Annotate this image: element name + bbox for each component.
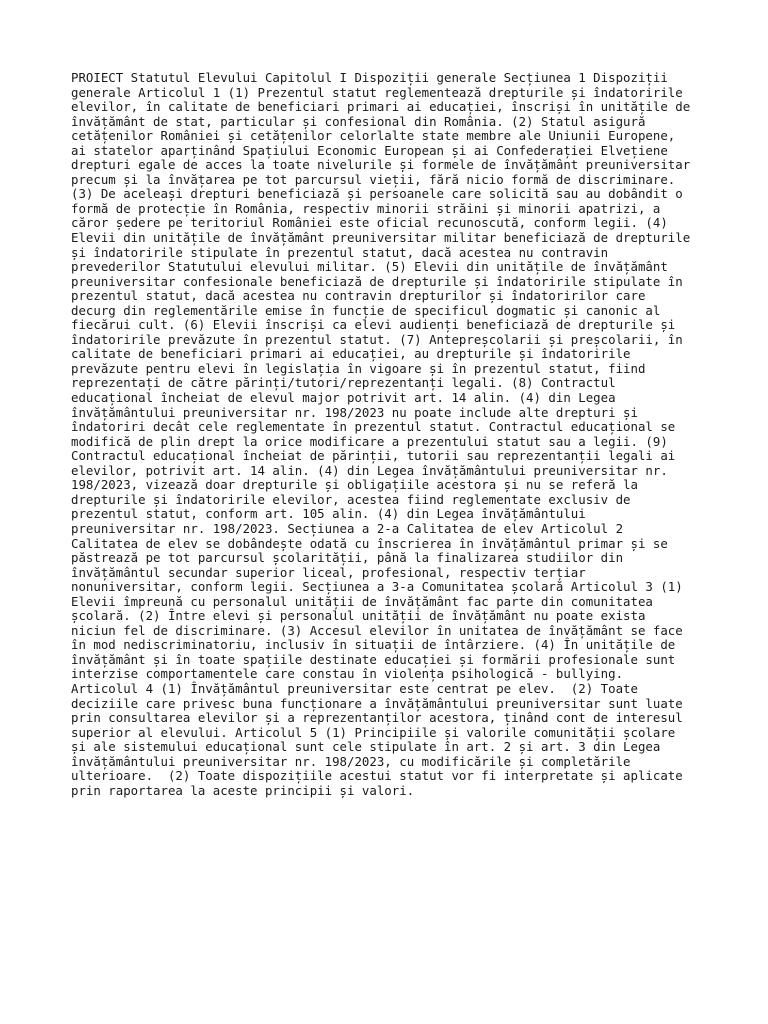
text-line: și îndatoririle stipulate în prezentul statut, dacă acestea nu contravin bbox=[71, 244, 609, 260]
text-line: drepturile și îndatoririle elevilor, acestea fiind reglementate exclusiv de bbox=[71, 491, 631, 507]
text-line: învățământului preuniversitar nr. 198/2023 nu poate include alte drepturi și bbox=[71, 404, 638, 420]
text-line: îndatoriri decât cele reglementate în prezentul statut. Contractul educațional se bbox=[71, 419, 676, 435]
text-line: prin consultarea elevilor și a reprezentanților acestora, ținând cont de interesul bbox=[71, 710, 683, 726]
text-line: învățământ și în toate spațiile destinate educației și formării profesionale sunt bbox=[71, 651, 676, 667]
text-line: școlară. (2) Între elevi și personalul unității de învățământ nu poate exista bbox=[71, 608, 646, 624]
text-line: nonuniversitar, conform legii. Secțiunea a 3-a Comunitatea școlară Articolul 3 (1) bbox=[71, 579, 683, 595]
text-line: prevederilor Statutului elevului militar. (5) Elevii din unitățile de învățământ bbox=[71, 259, 668, 275]
text-line: ai statelor aparținând Spațiului Economic European și ai Confederației Elvețiene bbox=[71, 142, 668, 158]
text-line: drepturi egale de acces la toate nivelurile și formele de învățământ preuniversitar bbox=[71, 157, 691, 173]
text-line: decurg din reglementările emise în funcție de specificul dogmatic și canonic al bbox=[71, 302, 661, 318]
text-line: formă de protecție în România, respectiv minorii străini și minorii apatrizi, a bbox=[71, 200, 661, 216]
text-line: reprezentați de către părinți/tutori/reprezentanți legali. (8) Contractul bbox=[71, 375, 616, 391]
text-line: prevăzute pentru elevi în legislația în vigoare și în prezentul statut, fiind bbox=[71, 360, 646, 376]
text-line: modifică de plin drept la orice modificare a prezentului statut sau a legii. (9) bbox=[71, 433, 668, 449]
text-line: generale Articolul 1 (1) Prezentul statut reglementează drepturile și îndatoririle bbox=[71, 84, 683, 100]
text-line: Contractul educațional încheiat de părinții, tutorii sau reprezentanții legali ai bbox=[71, 448, 676, 464]
text-line: interzise comportamentele care constau în violența psihologică - bullying. bbox=[71, 666, 624, 682]
text-line: prezentul statut, conform art. 105 alin. (4) din Legea învățământului bbox=[71, 506, 586, 522]
text-line: fiecărui cult. (6) Elevii înscriși ca elevi audienți beneficiază de drepturile și bbox=[71, 317, 676, 333]
text-line: (3) De aceleași drepturi beneficiază și persoanele care solicită sau au dobândit o bbox=[71, 186, 683, 202]
text-line: deciziile care privesc buna funcționare a învățământului preuniversitar sunt luate bbox=[71, 695, 683, 711]
text-line: educațional încheiat de elevul major potrivit art. 14 alin. (4) din Legea bbox=[71, 390, 616, 406]
text-line: cetățenilor României și cetățenilor celorlalte state membre ale Uniunii Europene, bbox=[71, 128, 676, 144]
text-line: prezentul statut, dacă acestea nu contravin drepturilor și îndatoririlor care bbox=[71, 288, 646, 304]
text-line: Calitatea de elev se dobândește odată cu înscrierea în învățământul primar și se bbox=[71, 535, 668, 551]
text-line: prin raportarea la aceste principii și valori. bbox=[71, 782, 415, 798]
text-line: ulterioare. (2) Toate dispozițiile acestui statut vor fi interpretate și aplicate bbox=[71, 768, 683, 784]
text-line: învățământului preuniversitar nr. 198/2023, cu modificările și completările bbox=[71, 753, 631, 769]
text-line: în mod nediscriminatoriu, inclusiv în situații de întârziere. (4) În unitățile de bbox=[71, 637, 676, 653]
document-body-text bbox=[71, 71, 711, 798]
text-line: calitate de beneficiari primari ai educației, au drepturile și îndatoririle bbox=[71, 346, 631, 362]
text-line: superior al elevului. Articolul 5 (1) Principiile și valorile comunității școlare bbox=[71, 724, 676, 740]
text-line: Elevii din unitățile de învățământ preuniversitar militar beneficiază de drepturile bbox=[71, 230, 691, 246]
text-line: și ale sistemului educațional sunt cele stipulate în art. 2 și art. 3 din Legea bbox=[71, 739, 661, 755]
text-line: niciun fel de discriminare. (3) Accesul elevilor în unitatea de învățământ se face bbox=[71, 622, 683, 638]
text-line: precum și la învățarea pe tot parcursul vieții, fără nicio formă de discriminare. bbox=[71, 171, 676, 187]
text-line: elevilor, potrivit art. 14 alin. (4) din Legea învățământului preuniversitar nr. bbox=[71, 462, 668, 478]
text-line: păstrează pe tot parcursul școlarității, până la finalizarea studiilor din bbox=[71, 550, 624, 566]
text-line: preuniversitar nr. 198/2023. Secțiunea a 2-a Calitatea de elev Articolul 2 bbox=[71, 520, 624, 536]
text-line: căror ședere pe teritoriul României este oficial recunoscută, conform legii. (4) bbox=[71, 215, 668, 231]
text-line: învățământul secundar superior liceal, profesional, respectiv terțiar bbox=[71, 564, 586, 580]
text-line: PROIECT Statutul Elevului Capitolul I Dispoziții generale Secțiunea 1 Dispoziții bbox=[71, 70, 668, 85]
text-line: învățământ de stat, particular și confesional din România. (2) Statul asigură bbox=[71, 113, 646, 129]
text-line: elevilor, în calitate de beneficiari primari ai educației, înscriși în unitățile de bbox=[71, 99, 691, 115]
text-line: Elevii împreună cu personalul unității de învățământ fac parte din comunitatea bbox=[71, 593, 653, 609]
text-line: preuniversitar confesionale beneficiază de drepturile și îndatoririle stipulate în bbox=[71, 273, 683, 289]
text-line: 198/2023, vizează doar drepturile și obligațiile acestora și nu se referă la bbox=[71, 477, 638, 493]
text-line: îndatoririle prevăzute în prezentul statut. (7) Antepreșcolarii și preșcolarii, în bbox=[71, 331, 683, 347]
text-line: Articolul 4 (1) Învățământul preuniversitar este centrat pe elev. (2) Toate bbox=[71, 680, 638, 696]
